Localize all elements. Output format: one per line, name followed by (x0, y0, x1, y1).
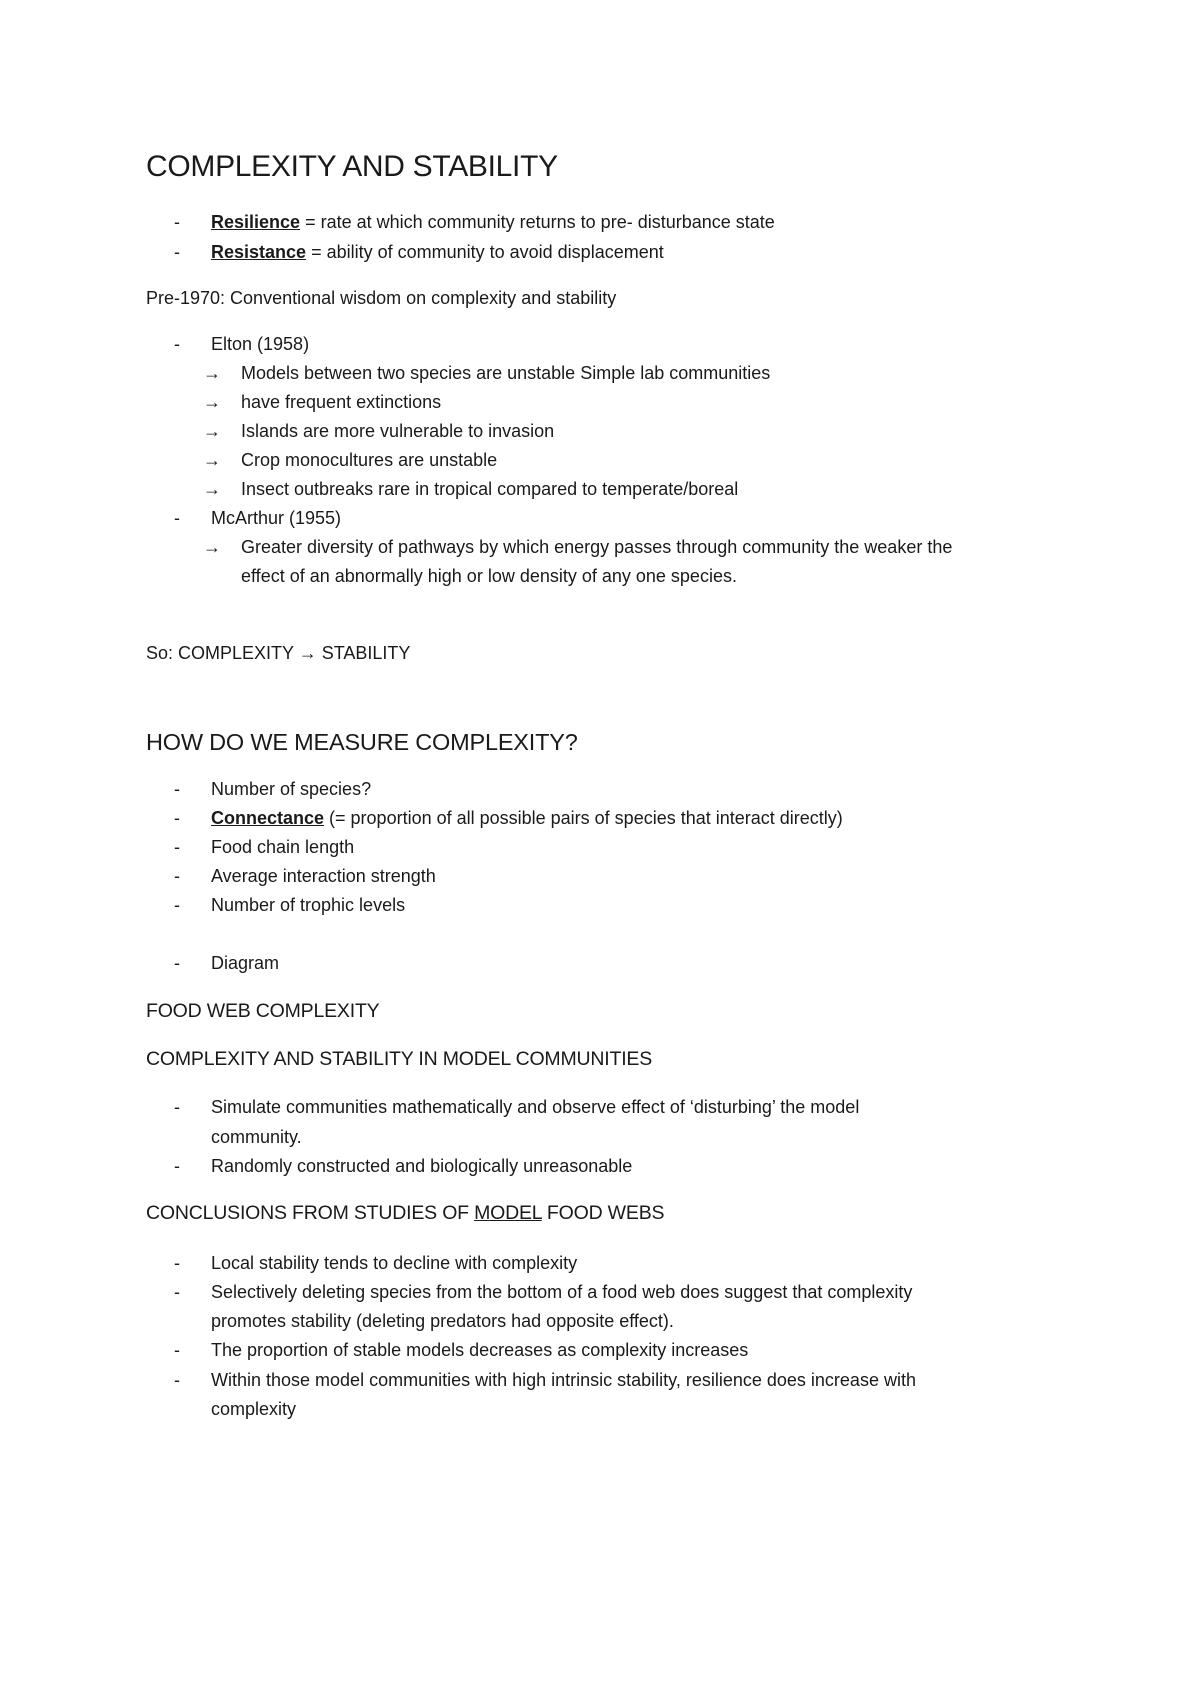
arrow-icon: → (203, 421, 221, 441)
dash-marker: - (174, 808, 180, 828)
list-item-continued: community. (211, 1127, 302, 1147)
term-resistance: Resistance (211, 242, 307, 262)
elton-label: Elton (1958) (211, 334, 310, 354)
dash-marker: - (174, 508, 180, 528)
dash-marker: - (174, 953, 180, 973)
heading-conclusions: CONCLUSIONS FROM STUDIES OF MODEL FOOD WEBS (146, 1202, 665, 1224)
arrow-icon: → (203, 537, 221, 557)
dash-marker: - (174, 1253, 180, 1273)
heading-complexity-stability: COMPLEXITY AND STABILITY (146, 150, 558, 183)
arrow-icon: → (203, 479, 221, 499)
arrow-icon: → (203, 363, 221, 383)
dash-marker: - (174, 1340, 180, 1360)
dash-marker: - (174, 242, 180, 262)
pre1970-paragraph: Pre-1970: Conventional wisdom on complexity and stability (146, 288, 617, 308)
mcarthur-item-continued: effect of an abnormally high or low density of any one species. (241, 566, 737, 586)
dash-marker: - (174, 837, 180, 857)
heading-measure-complexity: HOW DO WE MEASURE COMPLEXITY? (146, 729, 578, 755)
term-model: MODEL (474, 1202, 542, 1224)
dash-marker: - (174, 779, 180, 799)
arrow-icon: → (203, 392, 221, 412)
dash-marker: - (174, 1097, 180, 1117)
so-conclusion: So: COMPLEXITY → STABILITY (146, 643, 411, 663)
dash-marker: - (174, 1282, 180, 1302)
term-resilience: Resilience (211, 212, 301, 232)
dash-marker: - (174, 895, 180, 915)
mcarthur-label: McArthur (1955) (211, 508, 342, 528)
dash-marker: - (174, 1370, 180, 1390)
dash-marker: - (174, 212, 180, 232)
list-item-continued: promotes stability (deleting predators had opposite effect). (211, 1311, 674, 1331)
def-resistance: = ability of community to avoid displacement (306, 242, 664, 262)
arrow-icon: → (203, 450, 221, 470)
def-resilience: = rate at which community returns to pre- disturbance state (300, 212, 775, 232)
list-item-continued: complexity (211, 1399, 297, 1419)
dash-marker: - (174, 334, 180, 354)
dash-marker: - (174, 866, 180, 886)
term-connectance: Connectance (211, 808, 325, 828)
arrow-icon: → (298, 643, 317, 663)
heading-model-communities: COMPLEXITY AND STABILITY IN MODEL COMMUNITIES (146, 1048, 653, 1070)
dash-marker: - (174, 1156, 180, 1176)
heading-food-web-complexity: FOOD WEB COMPLEXITY (146, 1000, 380, 1022)
